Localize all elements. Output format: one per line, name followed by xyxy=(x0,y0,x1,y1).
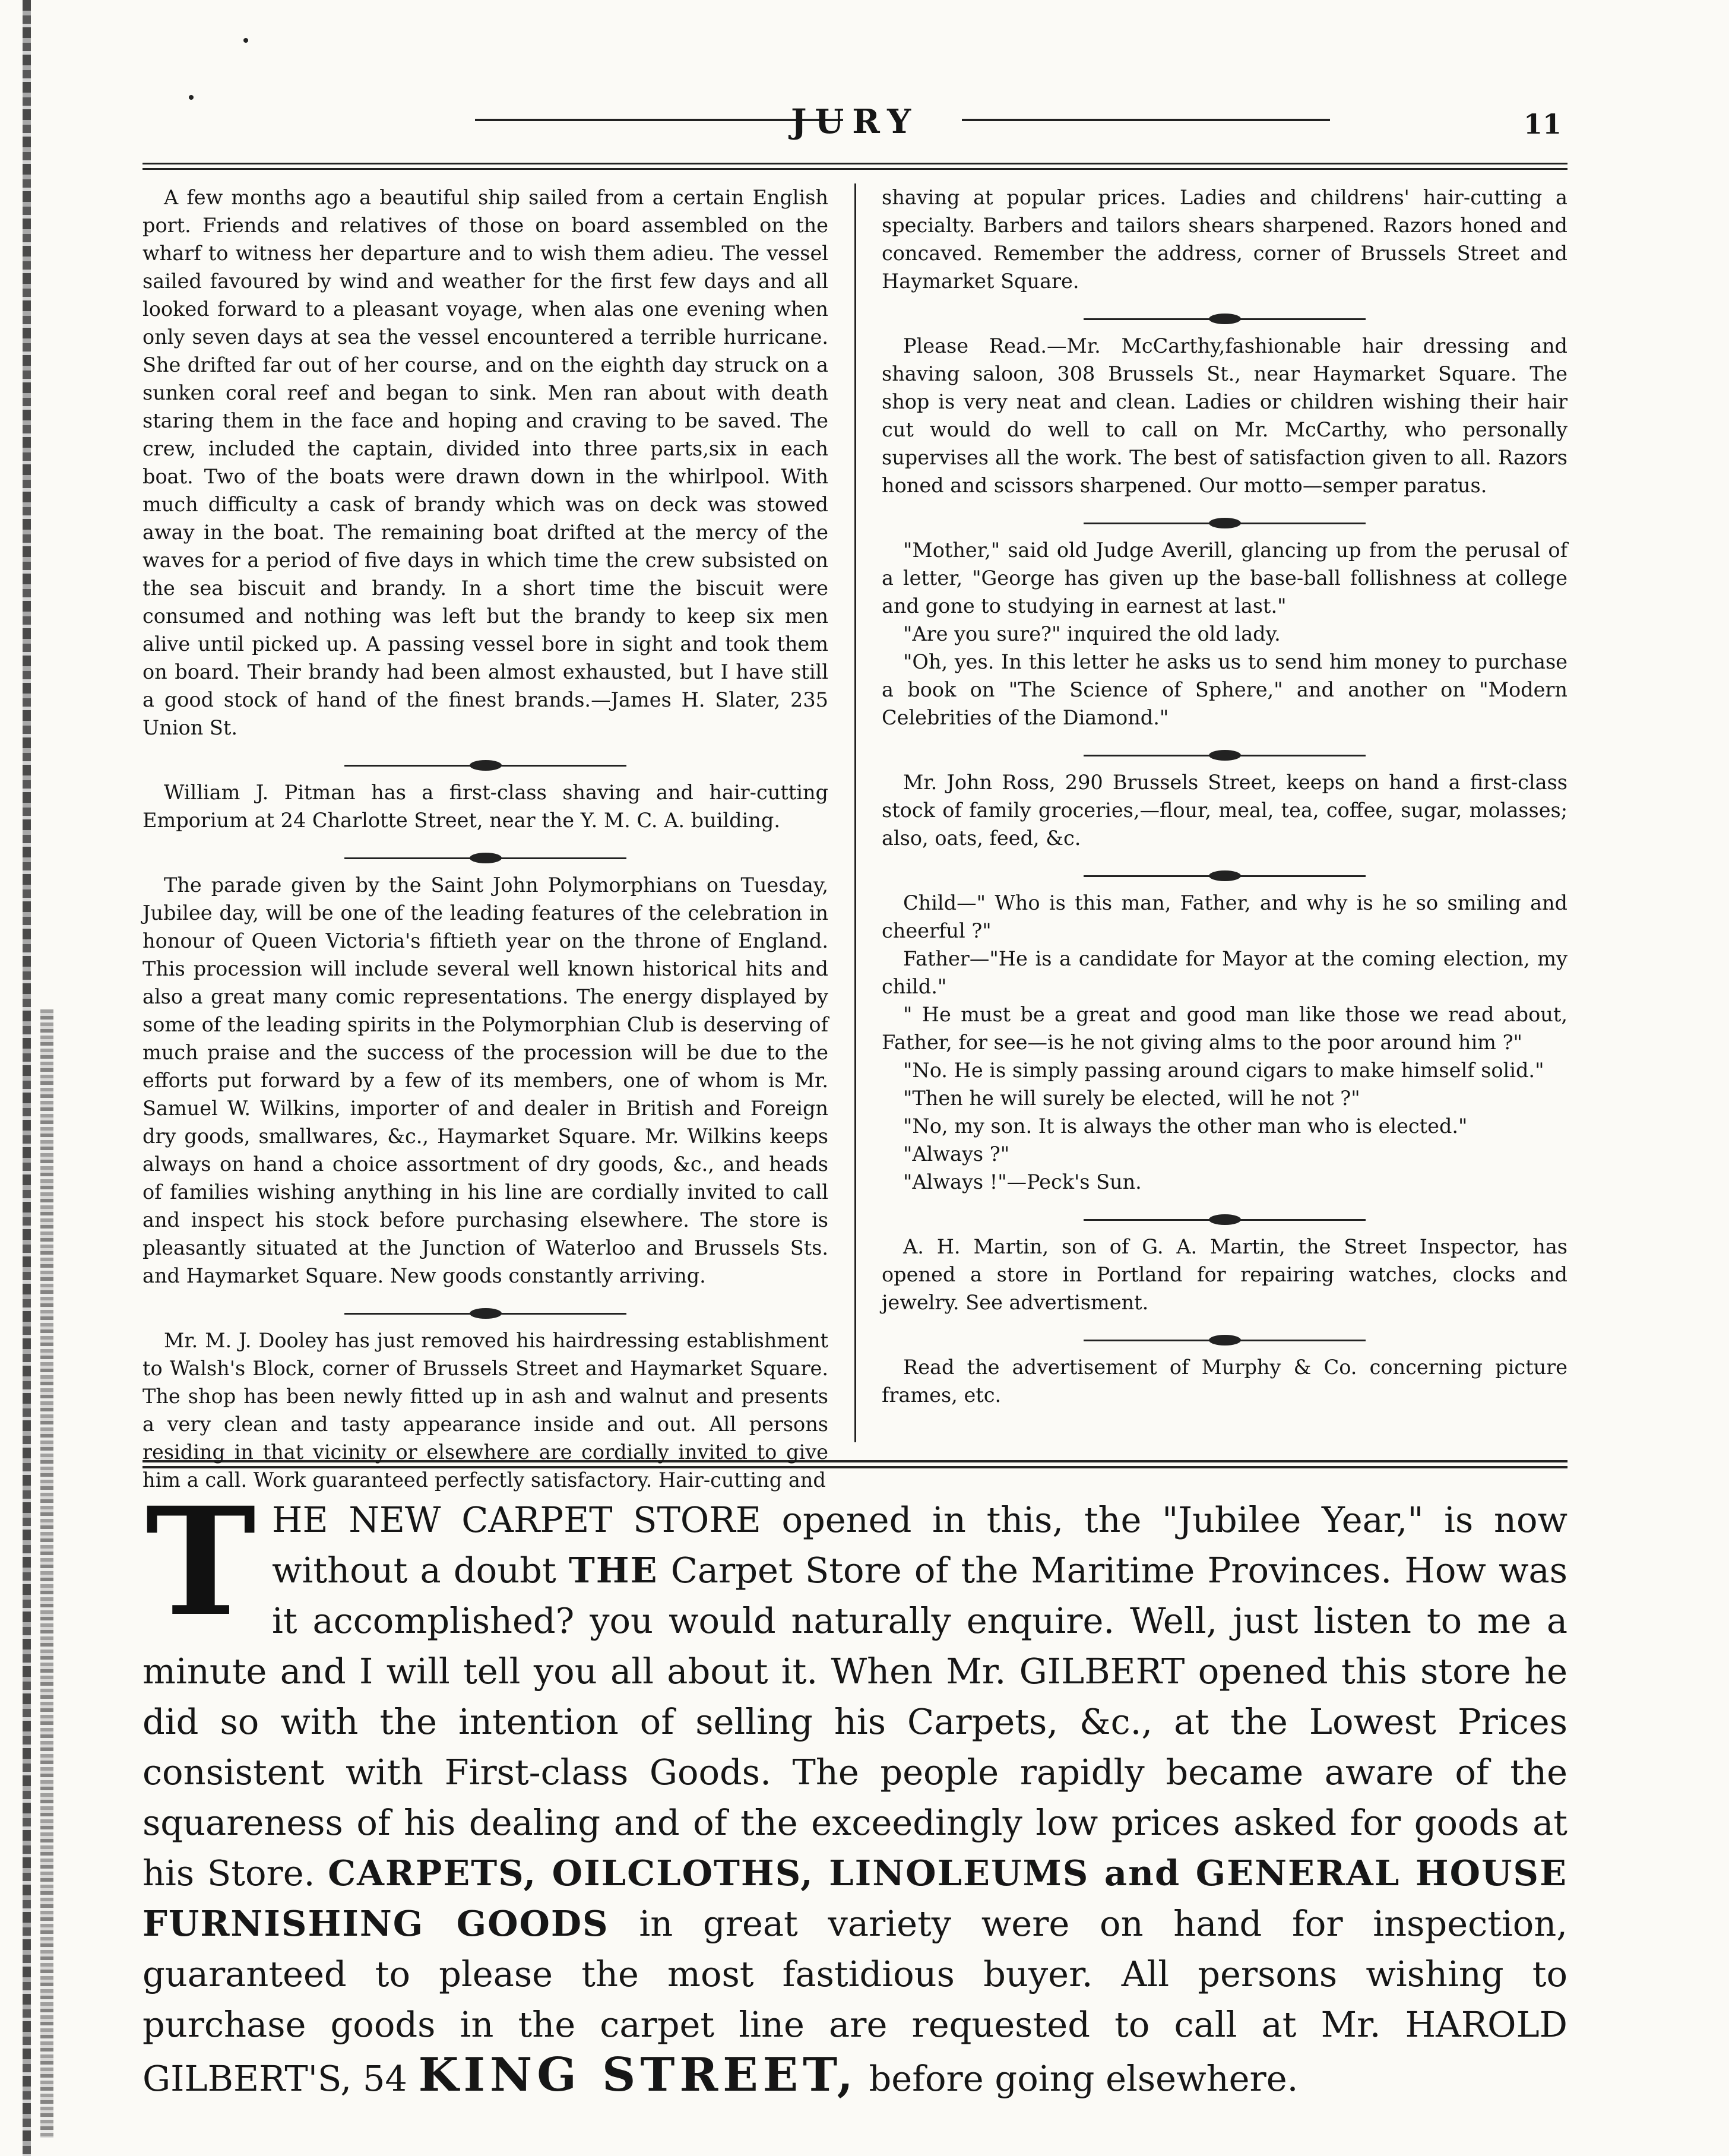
separator xyxy=(882,511,1568,536)
article-columns xyxy=(142,183,1568,1492)
child-line: "Then he will surely be elected, will he not ?" xyxy=(903,1087,1360,1110)
carpet-store-advert xyxy=(142,1474,1568,2104)
advert-goods: CARPETS, OILCLOTHS, LINOLEUMS and GENERAL HOUSE FURNISHING GOODS xyxy=(142,1853,1568,1944)
child-line: Father—"He is a candidate for Mayor at the coming election, my child." xyxy=(882,947,1568,998)
child-line: "No. He is simply passing around cigars to make himself solid." xyxy=(903,1059,1544,1082)
child-line: "Always !"—Peck's Sun. xyxy=(903,1170,1142,1193)
article-martin: A. H. Martin, son of G. A. Martin, the Street Inspector, has opened a store in Portland for repairing watches, clocks and jewelry. See advertisment. xyxy=(882,1235,1568,1314)
child-line: " He must be a great and good man like those we read about, Father, for see—is he not giving alms to the poor around him ?" xyxy=(882,1003,1568,1054)
page-title: JURY xyxy=(790,102,920,141)
advert-text: HE NEW CARPET STORE opened in this, the "Jubilee Year," is now without a doubt xyxy=(272,1499,1568,1591)
separator xyxy=(882,307,1568,332)
article-ross: Mr. John Ross, 290 Brussels Street, keeps on hand a first-class stock of family groceries,—flour, meal, tea, coffee, sugar, molasses; also, oats, feed, &c. xyxy=(882,771,1568,850)
advert-text: before going elsewhere. xyxy=(869,2058,1299,2099)
advert-text: Carpet Store of the Maritime Provinces. How was it accomplished? you would naturally enquire. Well, just listen to me a minute and I will tell you all about it. When Mr. GILBERT opened this store he did so with the intention of selling his Carpets, &c., at the Lowest Prices consistent with First-class Goods. The people rapidly became aware of the squareness of his dealing and of the exceedingly low prices asked for goods at his Store. xyxy=(142,1550,1568,1894)
article-child xyxy=(882,889,1568,1196)
article-murphy: Read the advertisement of Murphy & Co. concerning picture frames, etc. xyxy=(882,1356,1568,1407)
mother-line: "Mother," said old Judge Averill, glancing up from the perusal of a letter, "George has given up the base-ball follishness at college and gone to studying in earnest at last." xyxy=(882,539,1568,618)
child-line: Child—" Who is this man, Father, and why is he so smiling and cheerful ?" xyxy=(882,891,1568,942)
separator xyxy=(882,743,1568,768)
separator xyxy=(142,1302,828,1326)
advert-text: in great variety were on hand for inspection, guaranteed to please the most fastidious buyer. All persons wishing to purchase goods in the carpet line are requested to call at Mr. HAROLD GILBERT'S, 54 xyxy=(142,1903,1568,2099)
binding-edge xyxy=(23,0,31,2156)
mother-line: "Are you sure?" inquired the old lady. xyxy=(903,622,1281,645)
separator xyxy=(882,1208,1568,1233)
article-dooley: Mr. M. J. Dooley has just removed his hairdressing establishment to Walsh's Block, corner of Brussels Street and Haymarket Square. The shop has been newly fitted up in ash and walnut and presents a very clean and tasty appearance inside and out. All persons residing in that vicinity or elsewhere are cordially invited to give him a call. Work guaranteed perfectly satisfactory. Hair-cutting and xyxy=(142,1329,828,1492)
column-divider xyxy=(854,183,856,1442)
advert-king-street: KING STREET, xyxy=(418,2048,858,2102)
left-column xyxy=(142,183,828,1492)
separator xyxy=(142,754,828,778)
separator xyxy=(142,846,828,871)
right-column xyxy=(882,183,1568,1442)
article-mother xyxy=(882,536,1568,732)
page-header xyxy=(142,89,1568,160)
child-line: "Always ?" xyxy=(903,1142,1010,1166)
separator xyxy=(882,1328,1568,1353)
advert-the: THE xyxy=(568,1550,658,1591)
article-ship: A few months ago a beautiful ship sailed from a certain English port. Friends and relatives of those on board assembled on the wharf to witness her departure and to wish them adieu. The vessel sailed favoured by wind and weather for the first few days and all looked forward to a pleasant voyage, when alas one evening when only seven days at sea the vessel encountered a terrible hurricane. She drifted far out of her course, and on the eighth day struck on a sunken coral reef and began to sink. Men ran about with death staring them in the face and hoping and craving to be saved. The crew, included the captain, divided into three parts,six in each boat. Two of the boats were drawn down in the whirlpool. With much difficulty a cask of brandy which was on deck was stowed away in the boat. The remaining boat drifted at the mercy of the waves for a period of five days in which time the crew subsisted on the sea biscuit and brandy. In a short time the biscuit were consumed and nothing was left but the brandy to keep six men alive until picked up. A passing vessel bore in sight and took them on board. Their brandy had been almost exhausted, but I have still a good stock of hand of the finest brands.—James H. Slater, 235 Union St. xyxy=(142,186,828,739)
page-number: 11 xyxy=(1523,108,1562,140)
article-mccarthy: Please Read.—Mr. McCarthy,fashionable hair dressing and shaving saloon, 308 Brussels St., near Haymarket Square. The shop is very neat and clean. Ladies or children wishing their hair cut would do well to call on Mr. McCarthy, who personally supervises all the work. The best of satisfaction given to all. Razors honed and scissors sharpened. Our motto—semper paratus. xyxy=(882,334,1568,497)
newspaper-page xyxy=(142,89,1568,2104)
speck xyxy=(243,38,248,43)
separator xyxy=(882,864,1568,889)
binding-shadow xyxy=(40,1009,53,2138)
article-parade: The parade given by the Saint John Polymorphians on Tuesday, Jubilee day, will be one of the leading features of the celebration in honour of Queen Victoria's fiftieth year on the throne of England. This procession will include several well known historical hits and also a great many comic representations. The energy displayed by some of the leading spirits in the Polymorphian Club is deserving of much praise and the success of the procession will be due to the efforts put forward by a few of its members, one of whom is Mr. Samuel W. Wilkins, importer of and dealer in British and Foreign dry goods, smallwares, &c., Haymarket Square. Mr. Wilkins keeps always on hand a choice assortment of dry goods, &c., and heads of families wishing anything in his line are cordially invited to call and inspect his stock before purchasing elsewhere. The store is pleasantly situated at the Junction of Waterloo and Brussels Sts. and Haymarket Square. New goods constantly arriving. xyxy=(142,873,828,1287)
child-line: "No, my son. It is always the other man who is elected." xyxy=(903,1115,1468,1138)
drop-cap: T xyxy=(145,1474,256,1649)
article-pitman: William J. Pitman has a first-class shaving and hair-cutting Emporium at 24 Charlotte Street, near the Y. M. C. A. building. xyxy=(142,781,828,832)
article-dooley-continued: shaving at popular prices. Ladies and childrens' hair-cutting a specialty. Barbers and tailors shears sharpened. Razors honed and concaved. Remember the address, corner of Brussels Street and Haymarket Square. xyxy=(882,186,1568,293)
header-rule xyxy=(142,163,1568,164)
mother-line: "Oh, yes. In this letter he asks us to send him money to purchase a book on "The Science of Sphere," and another on "Modern Celebrities of the Diamond." xyxy=(882,650,1568,729)
